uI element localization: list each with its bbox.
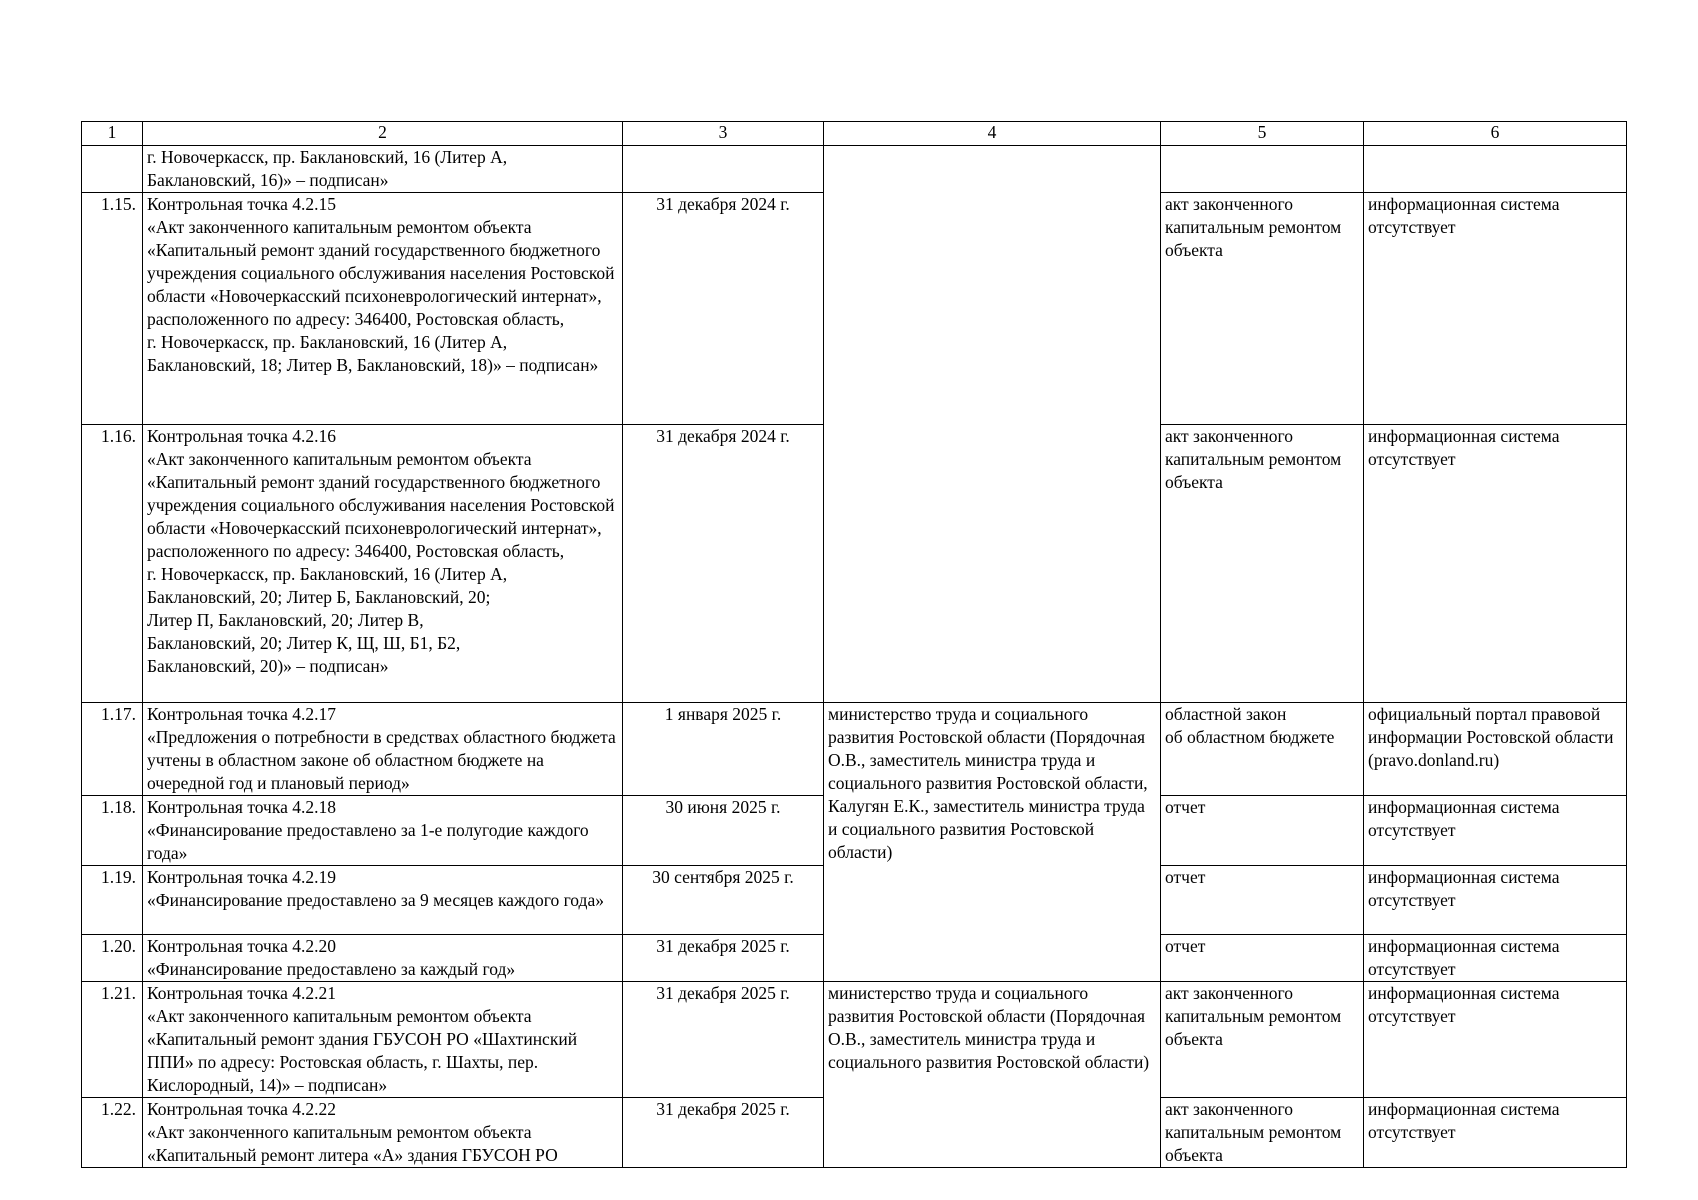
responsible-cell: министерство труда и социального развития Ростовской области (Порядочная О.В., заместитель министра труда и социального развития Ростовской области, Калугян Е.К., заместитель министра труда и социального развития Ростовской области) [824,703,1161,982]
row-date: 31 декабря 2025 г. [623,982,824,1098]
column-number-row [82,122,1627,146]
row-result-document: отчет [1161,935,1364,982]
row-description: Контрольная точка 4.2.19 «Финансирование предоставлено за 9 месяцев каждого года» [143,866,623,935]
row-date: 30 сентября 2025 г. [623,866,824,935]
table-row [82,146,1627,193]
row-description: Контрольная точка 4.2.21 «Акт законченного капитальным ремонтом объекта «Капитальный ремонт здания ГБУСОН РО «Шахтинский ППИ» по адресу: Ростовская область, г. Шахты, пер. Кислородный, 14)» – подписан» [143,982,623,1098]
row-information-system: информационная система отсутствует [1364,935,1627,982]
row-description: г. Новочеркасск, пр. Баклановский, 16 (Литер А, Баклановский, 16)» – подписан» [143,146,623,193]
row-number: 1.15. [82,193,143,425]
row-description: Контрольная точка 4.2.18 «Финансирование предоставлено за 1-е полугодие каждого года» [143,796,623,866]
row-information-system: информационная система отсутствует [1364,425,1627,703]
row-result-document: акт законченного капитальным ремонтом объекта [1161,982,1364,1098]
row-result-document [1161,146,1364,193]
column-number-2: 2 [143,122,623,146]
row-number: 1.20. [82,935,143,982]
row-date: 30 июня 2025 г. [623,796,824,866]
row-date: 31 декабря 2025 г. [623,1098,824,1168]
row-information-system: информационная система отсутствует [1364,866,1627,935]
row-result-document: акт законченного капитальным ремонтом объекта [1161,193,1364,425]
row-date: 31 декабря 2024 г. [623,193,824,425]
row-date: 31 декабря 2024 г. [623,425,824,703]
row-information-system [1364,146,1627,193]
row-number: 1.19. [82,866,143,935]
column-number-4: 4 [824,122,1161,146]
row-result-document: отчет [1161,796,1364,866]
row-date: 1 января 2025 г. [623,703,824,796]
table-row [82,982,1627,1098]
responsible-cell: министерство труда и социального развития Ростовской области (Порядочная О.В., заместитель министра труда и социального развития Ростовской области) [824,982,1161,1168]
column-number-1: 1 [82,122,143,146]
row-description: Контрольная точка 4.2.16 «Акт законченного капитальным ремонтом объекта «Капитальный ремонт зданий государственного бюджетного учреждения социального обслуживания населения Ростовской области «Новочеркасский психоневрологический интернат», расположенного по адресу: 346400, Ростовская область, г. Новочеркасск, пр. Баклановский, 16 (Литер А, Баклановский, 20; Литер Б, Баклановский, 20; Литер П, Баклановский, 20; Литер В, Баклановский, 20; Литер К, Щ, Ш, Б1, Б2, Баклановский, 20)» – подписан» [143,425,623,703]
row-description: Контрольная точка 4.2.20 «Финансирование предоставлено за каждый год» [143,935,623,982]
row-information-system: информационная система отсутствует [1364,193,1627,425]
row-number: 1.17. [82,703,143,796]
column-number-5: 5 [1161,122,1364,146]
row-information-system: информационная система отсутствует [1364,1098,1627,1168]
column-number-3: 3 [623,122,824,146]
row-result-document: областной закон об областном бюджете [1161,703,1364,796]
row-number [82,146,143,193]
row-result-document: акт законченного капитальным ремонтом объекта [1161,1098,1364,1168]
row-description: Контрольная точка 4.2.17 «Предложения о потребности в средствах областного бюджета учтены в областном законе об областном бюджете на очередной год и плановый период» [143,703,623,796]
row-description: Контрольная точка 4.2.22 «Акт законченного капитальным ремонтом объекта «Капитальный ремонт литера «А» здания ГБУСОН РО [143,1098,623,1168]
row-information-system: информационная система отсутствует [1364,982,1627,1098]
row-number: 1.16. [82,425,143,703]
row-number: 1.22. [82,1098,143,1168]
row-description: Контрольная точка 4.2.15 «Акт законченного капитальным ремонтом объекта «Капитальный ремонт зданий государственного бюджетного учреждения социального обслуживания населения Ростовской области «Новочеркасский психоневрологический интернат», расположенного по адресу: 346400, Ростовская область, г. Новочеркасск, пр. Баклановский, 16 (Литер А, Баклановский, 18; Литер В, Баклановский, 18)» – подписан» [143,193,623,425]
column-number-6: 6 [1364,122,1627,146]
table-row [82,703,1627,796]
responsible-cell [824,146,1161,703]
control-points-table [81,121,1627,1168]
row-information-system: официальный портал правовой информации Ростовской области (pravo.donland.ru) [1364,703,1627,796]
row-date: 31 декабря 2025 г. [623,935,824,982]
row-date [623,146,824,193]
row-information-system: информационная система отсутствует [1364,796,1627,866]
row-number: 1.18. [82,796,143,866]
row-result-document: акт законченного капитальным ремонтом объекта [1161,425,1364,703]
row-result-document: отчет [1161,866,1364,935]
row-number: 1.21. [82,982,143,1098]
